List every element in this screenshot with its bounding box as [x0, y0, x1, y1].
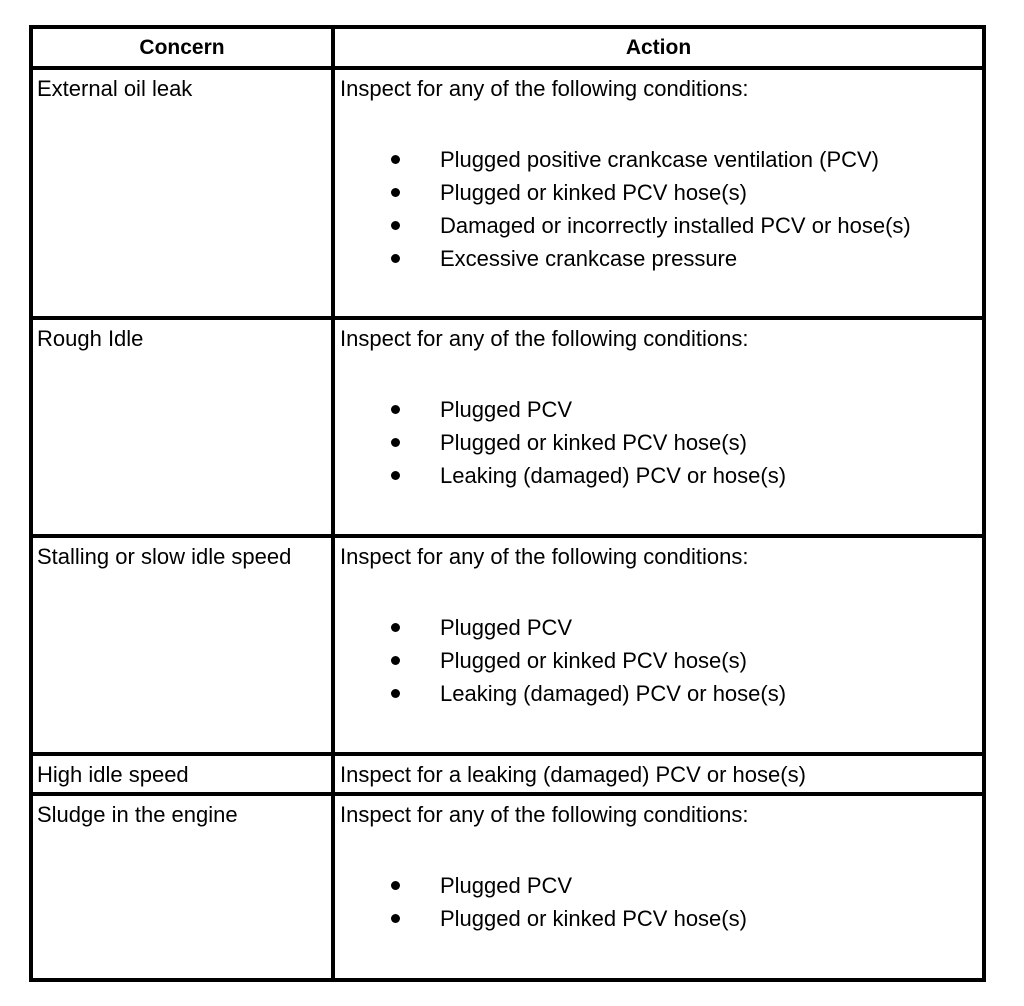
condition-text: Plugged PCV	[440, 397, 573, 422]
concern-column-header: Concern	[31, 27, 333, 68]
condition-item	[340, 426, 982, 459]
concern-cell: Rough Idle	[31, 318, 333, 536]
bullet-icon	[391, 623, 400, 632]
table-row	[31, 536, 984, 754]
action-intro: Inspect for any of the following conditions:	[340, 544, 749, 569]
condition-item	[340, 902, 982, 935]
condition-text: Leaking (damaged) PCV or hose(s)	[440, 463, 787, 488]
condition-text: Damaged or incorrectly installed PCV or hose(s)	[440, 213, 911, 238]
bullet-icon	[391, 188, 400, 197]
condition-item	[340, 143, 982, 176]
concern-cell: Sludge in the engine	[31, 794, 333, 980]
condition-text: Plugged or kinked PCV hose(s)	[440, 430, 747, 455]
bullet-icon	[391, 881, 400, 890]
condition-item	[340, 459, 982, 492]
action-cell	[333, 318, 984, 536]
condition-text: Plugged positive crankcase ventilation (PCV)	[440, 147, 880, 172]
action-intro: Inspect for any of the following conditions:	[340, 802, 749, 827]
concern-cell: Stalling or slow idle speed	[31, 536, 333, 754]
bullet-icon	[391, 914, 400, 923]
table-header-row	[31, 27, 984, 68]
condition-list	[340, 869, 982, 935]
condition-text: Plugged or kinked PCV hose(s)	[440, 180, 747, 205]
table-row	[31, 318, 984, 536]
condition-text: Plugged PCV	[440, 873, 573, 898]
concern-cell: External oil leak	[31, 68, 333, 318]
condition-item	[340, 242, 982, 275]
condition-item	[340, 611, 982, 644]
condition-list	[340, 143, 982, 275]
bullet-icon	[391, 221, 400, 230]
table-row	[31, 794, 984, 980]
diagnosis-table	[29, 25, 986, 982]
bullet-icon	[391, 155, 400, 164]
action-intro: Inspect for any of the following conditions:	[340, 76, 749, 101]
condition-item	[340, 176, 982, 209]
action-cell	[333, 536, 984, 754]
condition-text: Leaking (damaged) PCV or hose(s)	[440, 681, 787, 706]
condition-item	[340, 209, 982, 242]
bullet-icon	[391, 471, 400, 480]
bullet-icon	[391, 689, 400, 698]
condition-item	[340, 869, 982, 902]
condition-text: Excessive crankcase pressure	[440, 246, 738, 271]
table-row	[31, 68, 984, 318]
condition-item	[340, 677, 982, 710]
action-intro: Inspect for any of the following conditions:	[340, 326, 749, 351]
action-column-header: Action	[333, 27, 984, 68]
action-intro: Inspect for a leaking (damaged) PCV or hose(s)	[340, 762, 806, 787]
condition-list	[340, 393, 982, 492]
table-row	[31, 754, 984, 794]
action-cell	[333, 754, 984, 794]
condition-text: Plugged or kinked PCV hose(s)	[440, 906, 747, 931]
concern-cell: High idle speed	[31, 754, 333, 794]
condition-item	[340, 644, 982, 677]
action-cell	[333, 794, 984, 980]
action-cell	[333, 68, 984, 318]
condition-item	[340, 393, 982, 426]
bullet-icon	[391, 656, 400, 665]
bullet-icon	[391, 438, 400, 447]
condition-list	[340, 611, 982, 710]
condition-text: Plugged or kinked PCV hose(s)	[440, 648, 747, 673]
condition-text: Plugged PCV	[440, 615, 573, 640]
bullet-icon	[391, 254, 400, 263]
bullet-icon	[391, 405, 400, 414]
